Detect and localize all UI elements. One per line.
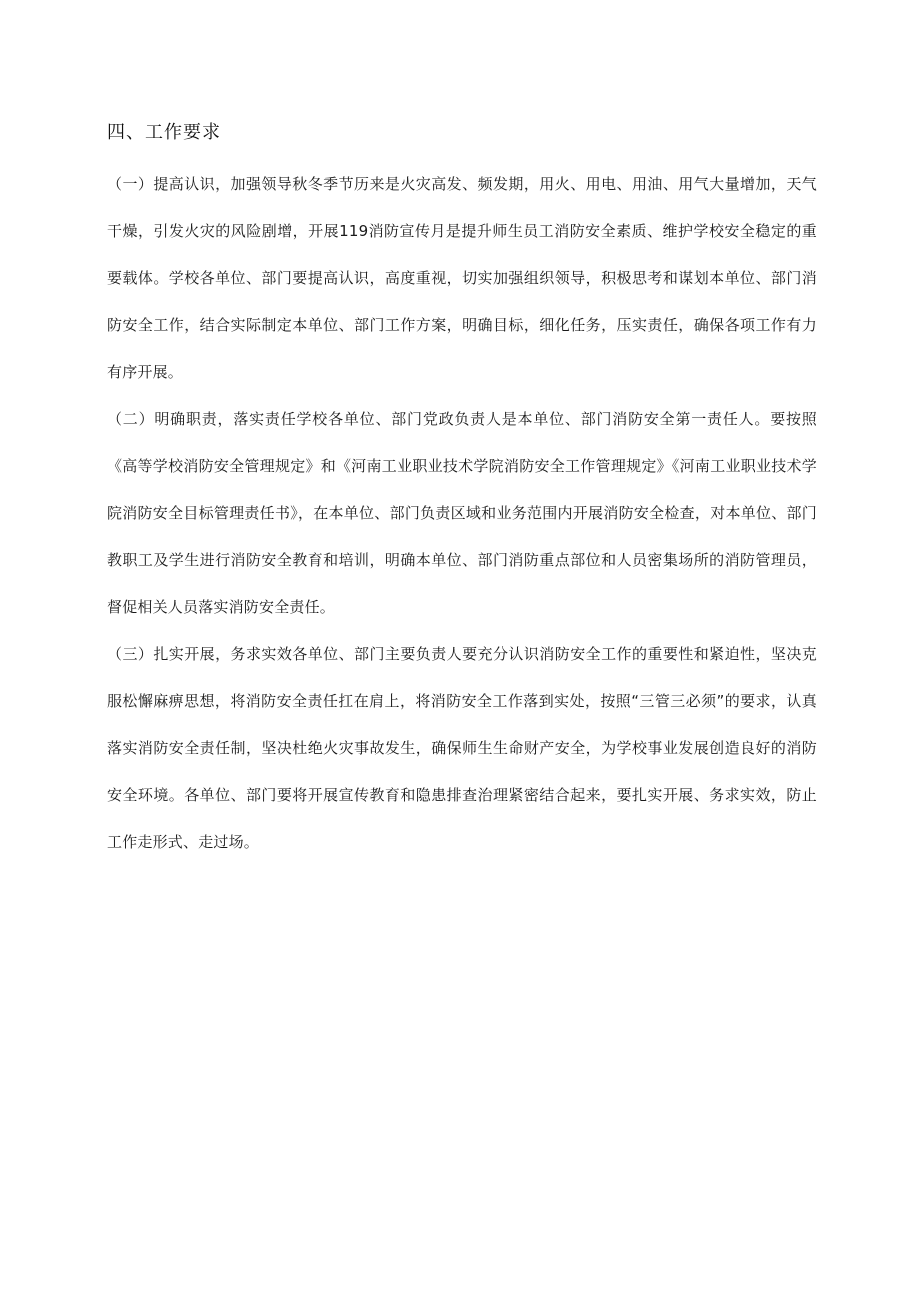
section-heading: 四、工作要求 <box>107 122 221 143</box>
paragraph-3: （三）扎实开展，务求实效各单位、部门主要负责人要充分认识消防安全工作的重要性和紧迫性，坚决克服松懈麻痹思想，将消防安全责任扛在肩上，将消防安全工作落到实处，按照“三管三必须”的要求，认真落实消防安全责任制，坚决杜绝火灾事故发生，确保师生生命财产安全，为学校事业发展创造良好的消防安全环境。各单位、部门要将开展宣传教育和隐患排查治理紧密结合起来，要扎实开展、务求实效，防止工作走形式、走过场。 <box>107 645 817 851</box>
paragraph-1: （一）提高认识，加强领导秋冬季节历来是火灾高发、频发期，用火、用电、用油、用气大量增加，天气干燥，引发火灾的风险剧增，开展119消防宣传月是提升师生员工消防安全素质、维护学校安全稳定的重要载体。学校各单位、部门要提高认识，高度重视，切实加强组织领导，积极思考和谋划本单位、部门消防安全工作，结合实际制定本单位、部门工作方案，明确目标，细化任务，压实责任，确保各项工作有力有序开展。 <box>107 175 817 381</box>
paragraph-2: （二）明确职责，落实责任学校各单位、部门党政负责人是本单位、部门消防安全第一责任人。要按照《高等学校消防安全管理规定》和《河南工业职业技术学院消防安全工作管理规定》《河南工业职业技术学院消防安全目标管理责任书》，在本单位、部门负责区域和业务范围内开展消防安全检查，对本单位、部门教职工及学生进行消防安全教育和培训，明确本单位、部门消防重点部位和人员密集场所的消防管理员，督促相关人员落实消防安全责任。 <box>107 410 817 616</box>
document-body <box>107 118 817 866</box>
